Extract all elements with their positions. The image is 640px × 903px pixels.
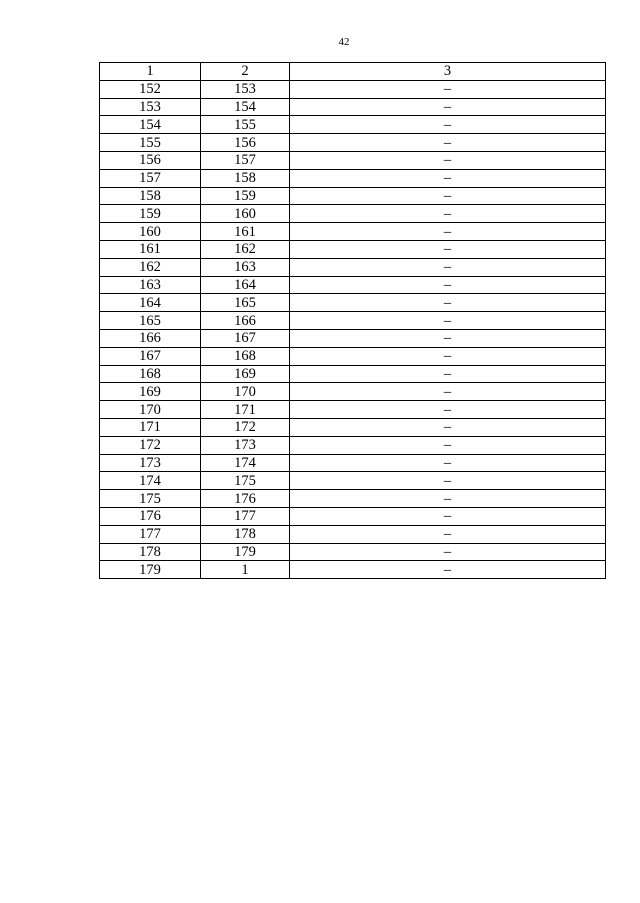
table-row — [100, 80, 606, 98]
table-cell-col-2: 157 — [201, 151, 290, 169]
table-cell-col-2: 164 — [201, 276, 290, 294]
table-row — [100, 294, 606, 312]
table-cell-col-2: 163 — [201, 258, 290, 276]
table-row — [100, 169, 606, 187]
table-cell-col-3: – — [290, 418, 606, 436]
table-cell-col-3: – — [290, 490, 606, 508]
table-cell-col-3: – — [290, 276, 606, 294]
table-cell-col-3: – — [290, 436, 606, 454]
table-cell-col-1: 160 — [100, 223, 201, 241]
page-number: 42 — [338, 36, 350, 48]
table-cell-col-3: – — [290, 294, 606, 312]
data-table — [99, 62, 606, 579]
table-cell-col-2: 174 — [201, 454, 290, 472]
table-cell-col-2: 169 — [201, 365, 290, 383]
table-cell-col-2: 170 — [201, 383, 290, 401]
table-cell-col-3: – — [290, 223, 606, 241]
table-cell-col-2: 153 — [201, 80, 290, 98]
table-body — [100, 80, 606, 578]
table-cell-col-2: 159 — [201, 187, 290, 205]
table-cell-col-3: – — [290, 472, 606, 490]
table-cell-col-2: 162 — [201, 240, 290, 258]
table-cell-col-3: – — [290, 561, 606, 579]
table-header-row — [100, 63, 606, 81]
table-row — [100, 151, 606, 169]
table-row — [100, 240, 606, 258]
table-cell-col-1: 167 — [100, 347, 201, 365]
table-cell-col-2: 155 — [201, 116, 290, 134]
table-row — [100, 258, 606, 276]
table-row — [100, 454, 606, 472]
table-cell-col-1: 156 — [100, 151, 201, 169]
table-row — [100, 365, 606, 383]
table-cell-col-1: 165 — [100, 312, 201, 330]
table-cell-col-1: 168 — [100, 365, 201, 383]
table-cell-col-1: 179 — [100, 561, 201, 579]
table-row — [100, 507, 606, 525]
table-cell-col-1: 152 — [100, 80, 201, 98]
table-cell-col-2: 178 — [201, 525, 290, 543]
table-row — [100, 329, 606, 347]
table-cell-col-3: – — [290, 98, 606, 116]
table-row — [100, 561, 606, 579]
table-cell-col-1: 173 — [100, 454, 201, 472]
table-cell-col-3: – — [290, 258, 606, 276]
table-row — [100, 116, 606, 134]
table-cell-col-3: – — [290, 205, 606, 223]
table-cell-col-1: 157 — [100, 169, 201, 187]
table-cell-col-3: – — [290, 347, 606, 365]
table-row — [100, 347, 606, 365]
table-cell-col-1: 162 — [100, 258, 201, 276]
table-row — [100, 205, 606, 223]
table-cell-col-3: – — [290, 134, 606, 152]
table-row — [100, 187, 606, 205]
table-cell-col-1: 177 — [100, 525, 201, 543]
table-cell-col-1: 169 — [100, 383, 201, 401]
table-cell-col-3: – — [290, 312, 606, 330]
table-cell-col-3: – — [290, 454, 606, 472]
table-cell-col-3: – — [290, 543, 606, 561]
table-cell-col-2: 168 — [201, 347, 290, 365]
table-row — [100, 98, 606, 116]
table-row — [100, 276, 606, 294]
column-header-2: 2 — [201, 63, 290, 81]
table-cell-col-1: 161 — [100, 240, 201, 258]
table-cell-col-1: 171 — [100, 418, 201, 436]
table-cell-col-2: 179 — [201, 543, 290, 561]
table-row — [100, 436, 606, 454]
table-cell-col-2: 171 — [201, 401, 290, 419]
table-cell-col-2: 177 — [201, 507, 290, 525]
table-row — [100, 312, 606, 330]
table-cell-col-3: – — [290, 80, 606, 98]
table-cell-col-3: – — [290, 151, 606, 169]
table-cell-col-1: 155 — [100, 134, 201, 152]
table-cell-col-3: – — [290, 365, 606, 383]
table-cell-col-2: 166 — [201, 312, 290, 330]
table-cell-col-3: – — [290, 383, 606, 401]
table-row — [100, 490, 606, 508]
table-cell-col-3: – — [290, 187, 606, 205]
table-cell-col-1: 170 — [100, 401, 201, 419]
table-cell-col-1: 175 — [100, 490, 201, 508]
table-cell-col-2: 158 — [201, 169, 290, 187]
table-cell-col-3: – — [290, 169, 606, 187]
table-cell-col-2: 176 — [201, 490, 290, 508]
table-cell-col-1: 154 — [100, 116, 201, 134]
table-row — [100, 223, 606, 241]
table-row — [100, 401, 606, 419]
table-cell-col-2: 173 — [201, 436, 290, 454]
column-header-3: 3 — [290, 63, 606, 81]
table-row — [100, 418, 606, 436]
table-cell-col-1: 176 — [100, 507, 201, 525]
table-cell-col-3: – — [290, 329, 606, 347]
table-cell-col-2: 167 — [201, 329, 290, 347]
table-cell-col-2: 156 — [201, 134, 290, 152]
table-cell-col-3: – — [290, 507, 606, 525]
table-cell-col-3: – — [290, 401, 606, 419]
table-cell-col-2: 154 — [201, 98, 290, 116]
table-row — [100, 525, 606, 543]
table-cell-col-3: – — [290, 116, 606, 134]
table-cell-col-1: 159 — [100, 205, 201, 223]
table-cell-col-1: 178 — [100, 543, 201, 561]
column-header-1: 1 — [100, 63, 201, 81]
table-cell-col-3: – — [290, 525, 606, 543]
table-cell-col-1: 164 — [100, 294, 201, 312]
table-cell-col-2: 161 — [201, 223, 290, 241]
table-cell-col-1: 153 — [100, 98, 201, 116]
table-row — [100, 543, 606, 561]
table-cell-col-2: 165 — [201, 294, 290, 312]
table-cell-col-1: 172 — [100, 436, 201, 454]
table-row — [100, 134, 606, 152]
table-cell-col-1: 158 — [100, 187, 201, 205]
table-cell-col-2: 1 — [201, 561, 290, 579]
table-cell-col-3: – — [290, 240, 606, 258]
table-cell-col-1: 174 — [100, 472, 201, 490]
table-cell-col-2: 160 — [201, 205, 290, 223]
table-cell-col-2: 175 — [201, 472, 290, 490]
table-cell-col-1: 163 — [100, 276, 201, 294]
table-cell-col-1: 166 — [100, 329, 201, 347]
table-cell-col-2: 172 — [201, 418, 290, 436]
table-row — [100, 383, 606, 401]
table-row — [100, 472, 606, 490]
